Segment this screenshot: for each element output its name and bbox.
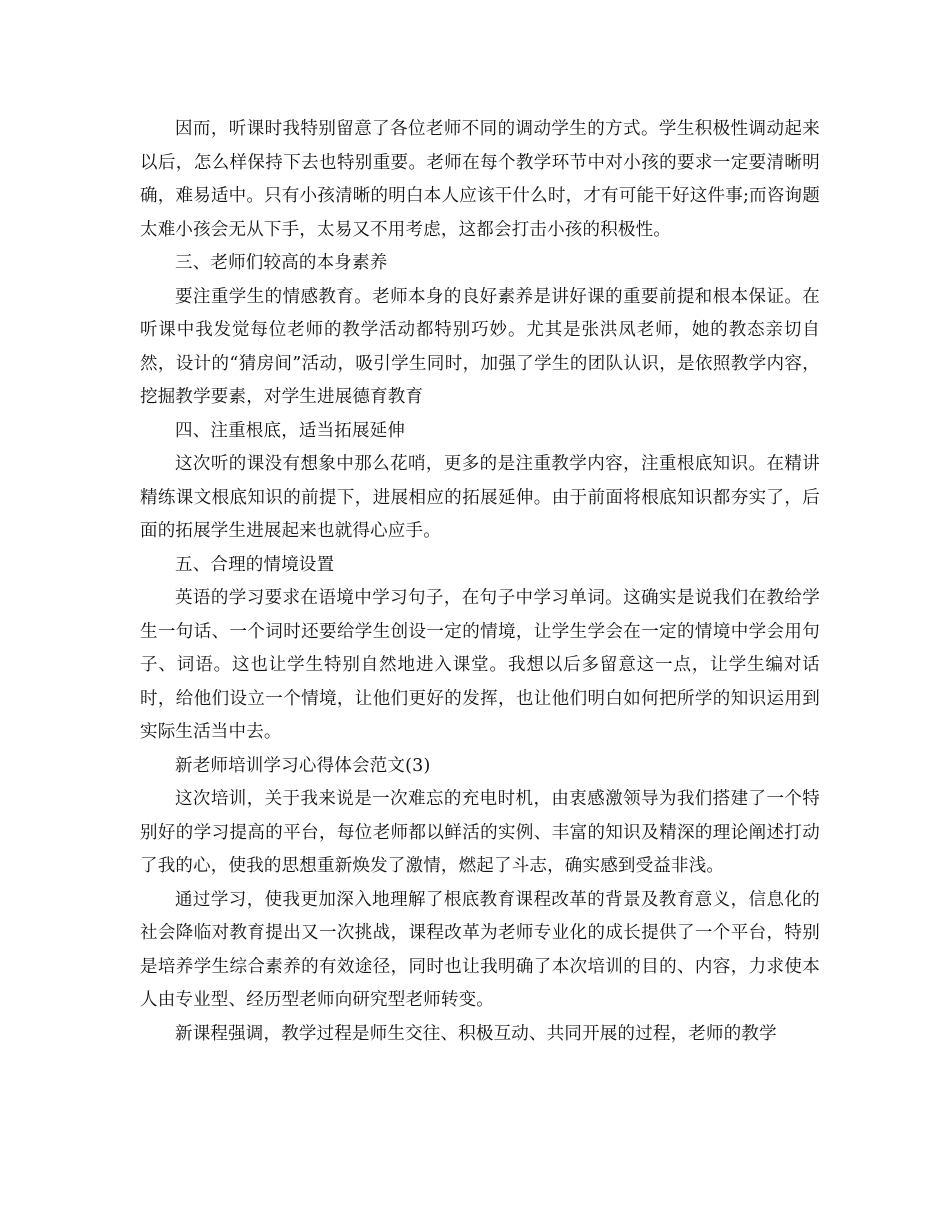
paragraph-student-motivation: 因而，听课时我特别留意了各位老师不同的调动学生的方式。学生积极性调动起来以后，怎么样保持下去也特别重要。老师在每个教学环节中对小孩的要求一定要清晰明确，难易适中。只有小孩清晰的明白本人应该干什么时，才有可能干好这件事;而咨询题太难小孩会无从下手，太易又不用考虑，这都会打击小孩的积极性。 (140, 119, 820, 240)
paragraph-foundation-knowledge: 这次听的课没有想象中那么花哨，更多的是注重教学内容，注重根底知识。在精讲精练课文根底知识的前提下，进展相应的拓展延伸。由于前面将根底知识都夯实了，后面的拓展学生进展起来也就得心应手。 (140, 454, 820, 541)
paragraph-curriculum-reform: 通过学习，使我更加深入地理解了根底教育课程改革的背景及教育意义，信息化的社会降临对教育提出又一次挑战，课程改革为老师专业化的成长提供了一个平台，特别是培养学生综合素养的有效途径，同时也让我明确了本次培训的目的、内容，力求使本人由专业型、经历型老师向研究型老师转变。 (140, 889, 820, 1010)
section-heading-teacher-quality: 三、老师们较高的本身素养 (175, 253, 388, 273)
paragraph-training-opportunity: 这次培训，关于我来说是一次难忘的充电时机，由衷感激领导为我们搭建了一个特别好的学习提高的平台，每位老师都以鲜活的实例、丰富的知识及精深的理论阐述打动了我的心，使我的思想重新焕发了激情，燃起了斗志，确实感到受益非浅。 (140, 789, 820, 876)
paragraph-emotional-education: 要注重学生的情感教育。老师本身的良好素养是讲好课的重要前提和根本保证。在听课中我发觉每位老师的教学活动都特别巧妙。尤其是张洪凤老师，她的教态亲切自然，设计的“猜房间”活动，吸引学生同时，加强了学生的团队认识，是依照教学内容，挖掘教学要素，对学生进展德育教育 (140, 286, 820, 407)
section-heading-foundation: 四、注重根底，适当拓展延伸 (175, 420, 406, 441)
paragraph-new-curriculum: 新课程强调，教学过程是师生交往、积极互动、共同开展的过程，老师的教学 (175, 1023, 777, 1044)
article-title-training-3: 新老师培训学习心得体会范文(3) (175, 755, 431, 776)
document-body (140, 113, 820, 1051)
section-heading-context-setting: 五、合理的情境设置 (175, 554, 335, 575)
paragraph-english-context: 英语的学习要求在语境中学习句子，在句子中学习单词。这确实是说我们在教给学生一句话、一个词时还要给学生创设一定的情境，让学生学会在一定的情境中学会用句子、词语。这也让学生特别自然地进入课堂。我想以后多留意这一点，让学生编对话时，给他们设立一个情境，让他们更好的发挥，也让他们明白如何把所学的知识运用到实际生活当中去。 (140, 588, 820, 742)
